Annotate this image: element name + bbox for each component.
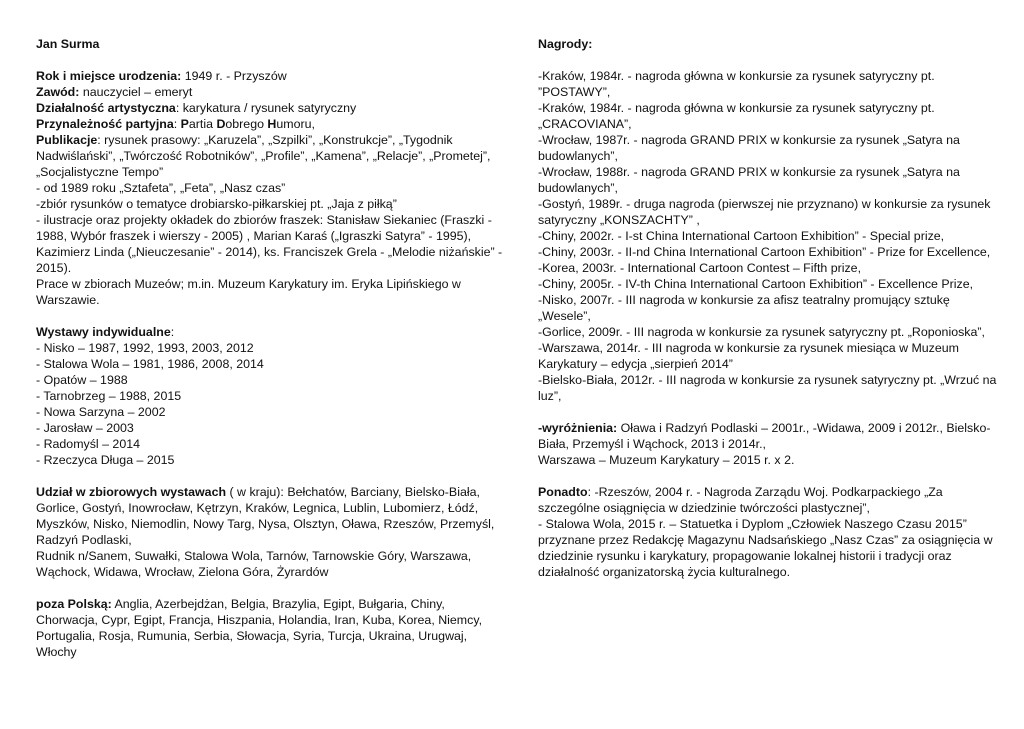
solo-exhibition-item: - Nowa Sarzyna – 2002 bbox=[36, 405, 166, 419]
award-item: -Gorlice, 2009r. - III nagroda w konkursie za rysunek satyryczny pt. „Roponioska”, bbox=[538, 325, 985, 339]
award-item: -Kraków, 1984r. - nagroda główna w konkursie za rysunek satyryczny pt. ”POSTAWY”, bbox=[538, 69, 935, 99]
profession-value: nauczyciel – emeryt bbox=[79, 85, 193, 99]
right-column bbox=[538, 36, 998, 580]
solo-exhibition-item: - Jarosław – 2003 bbox=[36, 421, 134, 435]
publications-item: - ilustracje oraz projekty okładek do zbiorów fraszek: Stanisław Siekaniec (Fraszki - 1988, Wybór fraszek i wierszy - 2005) , Marian Karaś („Igraszki Satyra” - 1995), Kazimierz Linda („Nieuczesanie” - 2014), ks. Franciszek Grela - „Melodie niżańskie” - 2015). bbox=[36, 213, 503, 275]
distinctions-text: Oława i Radzyń Podlaski – 2001r., -Widawa, 2009 i 2012r., Bielsko-Biała, Przemyśl i Wąchock, 2013 i 2014r., bbox=[538, 421, 991, 451]
abroad-label: poza Polską: bbox=[36, 597, 112, 611]
award-item: -Chiny, 2003r. - II-nd China International Cartoon Exhibition” - Prize for Excellence, bbox=[538, 245, 991, 259]
award-item: -Gostyń, 1989r. - druga nagroda (pierwszej nie przyznano) w konkursie za rysunek satyryczny „KONSZACHTY” , bbox=[538, 197, 991, 227]
birth-line bbox=[36, 68, 506, 84]
solo-exhibition-item: - Radomyśl – 2014 bbox=[36, 437, 140, 451]
activity-label: Działalność artystyczna bbox=[36, 101, 176, 115]
party-word-3: umoru, bbox=[276, 117, 315, 131]
left-column bbox=[36, 36, 506, 660]
solo-exhibition-item: - Rzeczyca Długa – 2015 bbox=[36, 453, 175, 467]
additionally-text: : -Rzeszów, 2004 r. - Nagroda Zarządu Woj. Podkarpackiego „Za szczególne osiągnięcia w dziedzinie twórczości plastycznej”, bbox=[538, 485, 943, 515]
party-word-2: obrego bbox=[225, 117, 268, 131]
publications-item: - od 1989 roku „Sztafeta”, „Feta”, „Nasz czas” bbox=[36, 181, 286, 195]
party-label: Przynależność partyjna bbox=[36, 117, 174, 131]
publications-item: -zbiór rysunków o tematyce drobiarsko-piłkarskiej pt. „Jaja z piłką” bbox=[36, 197, 397, 211]
museum-collections: Prace w zbiorach Muzeów; m.in. Muzeum Karykatury im. Eryka Lipińskiego w Warszawie. bbox=[36, 277, 461, 307]
activity-value: : karykatura / rysunek satyryczny bbox=[175, 101, 357, 115]
birth-label: Rok i miejsce urodzenia: bbox=[36, 69, 182, 83]
party-letter-p: P bbox=[180, 117, 189, 131]
distinctions-text-2: Warszawa – Muzeum Karykatury – 2015 r. x 2. bbox=[538, 453, 795, 467]
group-exhibitions-text-2: Rudnik n/Sanem, Suwałki, Stalowa Wola, Tarnów, Tarnowskie Góry, Warszawa, Wąchock, Widawa, Wrocław, Zielona Góra, Żyrardów bbox=[36, 549, 472, 579]
abroad-paragraph bbox=[36, 596, 506, 660]
party-line bbox=[36, 116, 506, 132]
profession-line bbox=[36, 84, 506, 100]
award-item: -Chiny, 2002r. - I-st China International Cartoon Exhibition” - Special prize, bbox=[538, 229, 945, 243]
solo-exhibitions-label: Wystawy indywidualne bbox=[36, 325, 171, 339]
publications-line bbox=[36, 132, 506, 180]
award-item: -Nisko, 2007r. - III nagroda w konkursie za afisz teatralny promujący sztukę „Wesele”, bbox=[538, 293, 950, 323]
group-exhibitions-paragraph bbox=[36, 484, 506, 548]
award-item: -Warszawa, 2014r. - III nagroda w konkursie za rysunek miesiąca w Muzeum Karykatury – edycja „sierpień 2014” bbox=[538, 341, 959, 371]
award-item: -Korea, 2003r. - International Cartoon Contest – Fifth prize, bbox=[538, 261, 862, 275]
activity-line bbox=[36, 100, 506, 116]
additionally-label: Ponadto bbox=[538, 485, 588, 499]
solo-exhibition-item: - Tarnobrzeg – 1988, 2015 bbox=[36, 389, 182, 403]
additionally-paragraph bbox=[538, 484, 998, 516]
award-item: -Wrocław, 1988r. - nagroda GRAND PRIX w konkursie za rysunek „Satyra na budowlanych”, bbox=[538, 165, 960, 195]
solo-exhibitions-heading: Wystawy indywidualne: bbox=[36, 325, 175, 339]
publications-text: : rysunek prasowy: „Karuzela”, „Szpilki”, „Konstrukcje”, „Tygodnik Nadwiślański”, „Twórczość Robotników”, „Profile”, „Kamena”, „Relacje”, „Prometej”, „Socjalistyczne Tempo” bbox=[36, 133, 491, 179]
additionally-text-2: - Stalowa Wola, 2015 r. – Statuetka i Dyplom „Człowiek Naszego Czasu 2015” przyznane przez Redakcję Magazynu Nadsańskiego „Nasz Czas” za osiągnięcia w dziedzinie rysunku i karykatury, propagowanie lokalnej historii i tradycji oraz działalność organizatorską życia kulturalnego. bbox=[538, 517, 993, 579]
party-letter-d: D bbox=[216, 117, 226, 131]
party-colon: : bbox=[173, 117, 181, 131]
solo-exhibition-item: - Opatów – 1988 bbox=[36, 373, 128, 387]
distinctions-label: -wyróżnienia: bbox=[538, 421, 618, 435]
award-item: -Chiny, 2005r. - IV-th China International Cartoon Exhibition” - Excellence Prize, bbox=[538, 277, 974, 291]
author-name: Jan Surma bbox=[36, 37, 100, 51]
profession-label: Zawód: bbox=[36, 85, 80, 99]
award-item: -Kraków, 1984r. - nagroda główna w konkursie za rysunek satyryczny pt. „CRACOVIANA”, bbox=[538, 101, 935, 131]
publications-label: Publikacje bbox=[36, 133, 98, 147]
solo-exhibition-item: - Nisko – 1987, 1992, 1993, 2003, 2012 bbox=[36, 341, 254, 355]
birth-value: 1949 r. - Przyszów bbox=[181, 69, 287, 83]
group-exhibitions-text: ( w kraju): Bełchatów, Barciany, Bielsko-Biała, Gorlice, Gostyń, Inowrocław, Kętrzyn, Kraków, Legnica, Lublin, Lubomierz, Łódź, Myszków, Nisko, Niemodlin, Nowy Targ, Nysa, Olsztyn, Oława, Rzeszów, Przemyśl, Radzyń Podlaski, bbox=[36, 485, 495, 547]
awards-heading: Nagrody: bbox=[538, 37, 593, 51]
party-letter-h: H bbox=[267, 117, 277, 131]
award-item: -Wrocław, 1987r. - nagroda GRAND PRIX w konkursie za rysunek „Satyra na budowlanych”, bbox=[538, 133, 960, 163]
party-word-1: artia bbox=[188, 117, 217, 131]
solo-exhibition-item: - Stalowa Wola – 1981, 1986, 2008, 2014 bbox=[36, 357, 264, 371]
award-item: -Bielsko-Biała, 2012r. - III nagroda w konkursie za rysunek satyryczny pt. „Wrzuć na luz”, bbox=[538, 373, 997, 403]
abroad-text: Anglia, Azerbejdżan, Belgia, Brazylia, Egipt, Bułgaria, Chiny, Chorwacja, Cypr, Egipt, Francja, Hiszpania, Holandia, Iran, Kuba, Korea, Niemcy, Portugalia, Rosja, Rumunia, Serbia, Słowacja, Syria, Turcja, Ukraina, Urugwaj, Włochy bbox=[36, 597, 483, 659]
distinctions-paragraph bbox=[538, 420, 998, 452]
group-exhibitions-label: Udział w zbiorowych wystawach bbox=[36, 485, 227, 499]
